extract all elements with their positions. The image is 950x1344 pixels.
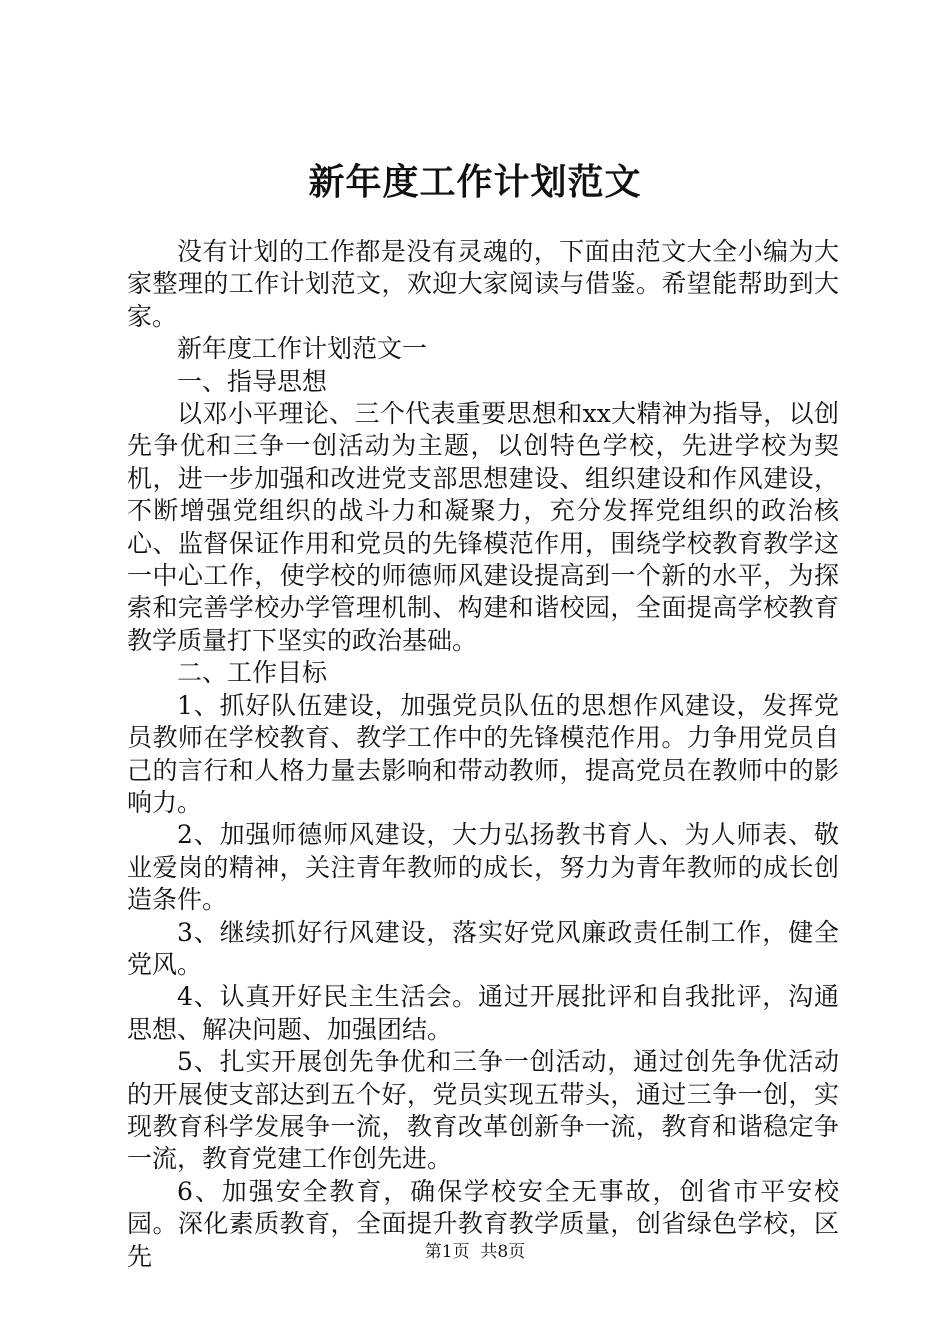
paragraph-goal-1: 1、抓好队伍建设，加强党员队伍的思想作风建设，发挥党员教师在学校教育、教学工作中的先锋模范作用。力争用党员自己的言行和人格力量去影响和带动教师，提高党员在教师中的影响力。 — [127, 690, 839, 817]
document-body — [127, 236, 839, 1273]
page-number: 第1页 — [424, 1242, 470, 1262]
paragraph-subtitle: 新年度工作计划范文一 — [177, 334, 428, 364]
paragraph-goal-3: 3、继续抓好行风建设，落实好党风廉政责任制工作，健全党风。 — [127, 917, 839, 979]
section-heading-work-goals: 二、工作目标 — [177, 658, 328, 688]
paragraph-goal-2: 2、加强师德师风建设，大力弘扬教书育人、为人师表、敬业爱岗的精神，关注青年教师的成长，努力为青年教师的成长创造条件。 — [127, 820, 839, 915]
paragraph-guiding-ideology: 以邓小平理论、三个代表重要思想和xx大精神为指导，以创先争优和三争一创活动为主题，以创特色学校，先进学校为契机，进一步加强和改进党支部思想建设、组织建设和作风建设，不断增强党组织的战斗力和凝聚力，充分发挥党组织的政治核心、监督保证作用和党员的先锋模范作用，围绕学校教育教学这一中心工作，使学校的师德师风建设提高到一个新的水平，为探索和完善学校办学管理机制、构建和谐校园，全面提高学校教育教学质量打下坚实的政治基础。 — [127, 399, 839, 655]
paragraph-goal-5: 5、扎实开展创先争优和三争一创活动，通过创先争优活动的开展使支部达到五个好，党员实现五带头，通过三争一创，实现教育科学发展争一流，教育改革创新争一流，教育和谐稳定争一流，教育党建工作创先进。 — [127, 1047, 839, 1174]
paragraph-goal-6: 6、加强安全教育，确保学校安全无事故，创省市平安校园。深化素质教育，全面提升教育教学质量，创省绿色学校，区先 — [127, 1176, 839, 1271]
page-footer — [0, 1242, 950, 1262]
section-heading-guiding-ideology: 一、指导思想 — [177, 366, 328, 396]
document-title: 新年度工作计划范文 — [308, 161, 642, 203]
paragraph-goal-4: 4、认真开好民主生活会。通过开展批评和自我批评，沟通思想、解决问题、加强团结。 — [127, 982, 839, 1044]
page-total: 共8页 — [480, 1242, 526, 1262]
paragraph-intro: 没有计划的工作都是没有灵魂的，下面由范文大全小编为大家整理的工作计划范文，欢迎大家阅读与借鉴。希望能帮助到大家。 — [127, 237, 839, 331]
